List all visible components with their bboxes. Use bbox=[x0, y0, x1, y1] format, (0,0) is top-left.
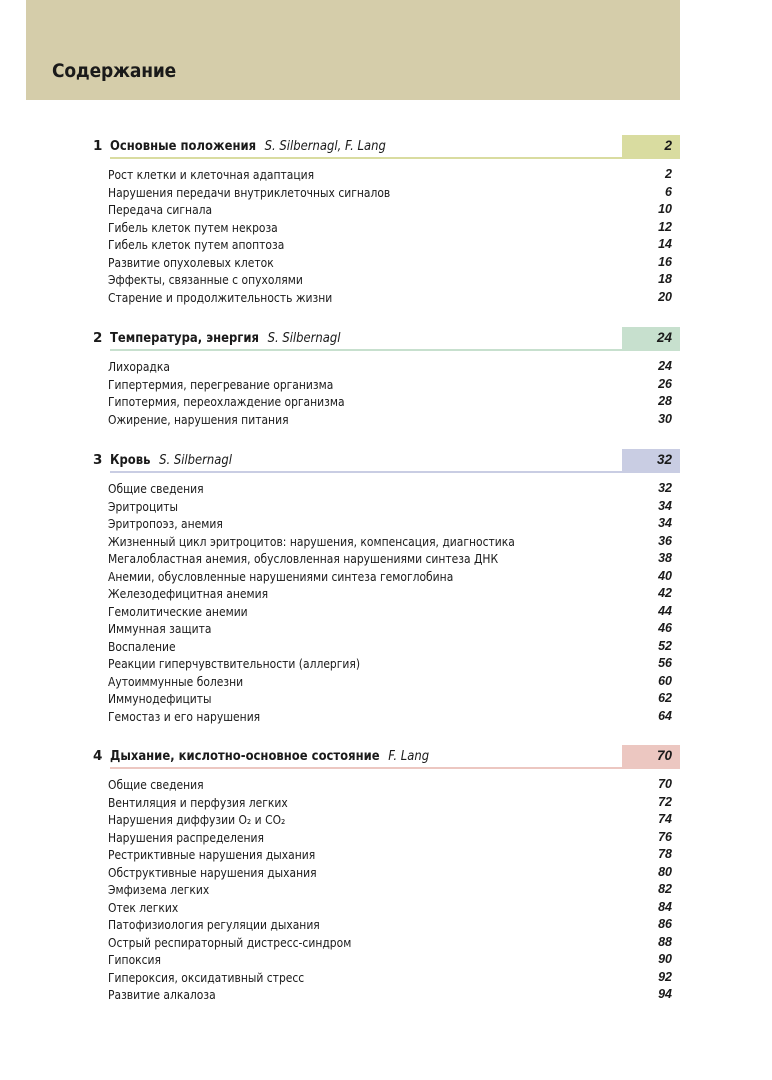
toc-entry[interactable] bbox=[0, 777, 772, 795]
entry-title: Рестриктивные нарушения дыхания bbox=[108, 847, 316, 862]
chapter-authors: S. Silbernagl bbox=[267, 330, 341, 346]
entry-page: 34 bbox=[658, 498, 672, 513]
entry-page: 34 bbox=[658, 516, 672, 530]
chapter-3 bbox=[0, 449, 772, 724]
chapter-page: 2 bbox=[664, 138, 672, 153]
chapter-heading[interactable] bbox=[0, 135, 772, 159]
entry-title: Мегалобластная анемия, обусловленная нарушениями синтеза ДНК bbox=[108, 551, 499, 566]
toc-entry[interactable] bbox=[0, 621, 772, 639]
toc-entry[interactable] bbox=[0, 900, 772, 918]
chapter-page: 70 bbox=[656, 748, 672, 763]
entry-page: 38 bbox=[658, 551, 672, 565]
chapter-authors: F. Lang bbox=[388, 748, 430, 764]
toc-entry[interactable] bbox=[0, 604, 772, 622]
chapter-page: 24 bbox=[656, 330, 672, 345]
entry-page: 90 bbox=[658, 952, 672, 966]
chapter-heading[interactable] bbox=[0, 327, 772, 351]
page-title: Содержание bbox=[52, 60, 177, 82]
entry-title: Иммунная защита bbox=[108, 621, 212, 636]
chapter-title: Основные положения S. Silbernagl, F. Lang bbox=[110, 138, 386, 154]
toc-entry[interactable] bbox=[0, 202, 772, 220]
entry-page: 64 bbox=[658, 708, 672, 723]
entry-title: Острый респираторный дистресс-синдром bbox=[108, 934, 352, 950]
entry-page: 92 bbox=[658, 969, 672, 984]
entry-page: 60 bbox=[658, 673, 672, 688]
entry-page: 74 bbox=[658, 812, 672, 826]
entry-page: 82 bbox=[658, 882, 672, 896]
entry-page: 56 bbox=[658, 656, 672, 670]
chapter-number: 4 bbox=[93, 748, 103, 764]
entry-title: Гипероксия, оксидативный стресс bbox=[108, 969, 305, 985]
entry-title: Жизненный цикл эритроцитов: нарушения, компенсация, диагностика bbox=[108, 533, 515, 549]
toc-entry[interactable] bbox=[0, 167, 772, 185]
toc-entry[interactable] bbox=[0, 935, 772, 953]
toc-entry[interactable] bbox=[0, 272, 772, 290]
entry-title: Передача сигнала bbox=[108, 202, 213, 217]
entry-title: Эритропоэз, анемия bbox=[108, 516, 223, 531]
toc-entry[interactable] bbox=[0, 674, 772, 692]
entry-title: Гемолитические анемии bbox=[108, 603, 248, 619]
entry-title: Гипотермия, переохлаждение организма bbox=[108, 394, 345, 409]
entry-title: Старение и продолжительность жизни bbox=[108, 289, 333, 305]
entry-page: 18 bbox=[658, 272, 672, 286]
entry-title: Реакции гиперчувствительности (аллергия) bbox=[108, 656, 361, 671]
entry-title: Гибель клеток путем апоптоза bbox=[108, 237, 285, 252]
chapter-authors: S. Silbernagl, F. Lang bbox=[264, 138, 386, 154]
chapter-page-box bbox=[622, 745, 680, 769]
chapter-title: Кровь S. Silbernagl bbox=[110, 452, 232, 468]
entry-page: 88 bbox=[658, 934, 672, 949]
chapter-page: 32 bbox=[656, 452, 672, 467]
entry-title: Ожирение, нарушения питания bbox=[108, 411, 289, 427]
entry-page: 20 bbox=[658, 289, 672, 304]
entry-page: 86 bbox=[658, 917, 672, 931]
toc-entry[interactable] bbox=[0, 481, 772, 499]
entry-page: 6 bbox=[665, 184, 672, 199]
toc-entry[interactable] bbox=[0, 185, 772, 203]
entry-title: Железодефицитная анемия bbox=[108, 586, 269, 601]
entry-title: Лихорадка bbox=[108, 359, 170, 374]
entry-title: Анемии, обусловленные нарушениями синтеза гемоглобина bbox=[108, 568, 454, 584]
entry-page: 36 bbox=[658, 533, 672, 548]
entry-title: Гипоксия bbox=[108, 952, 162, 967]
entry-page: 10 bbox=[658, 202, 672, 216]
toc-entry[interactable] bbox=[0, 551, 772, 569]
entry-title: Развитие алкалоза bbox=[108, 987, 216, 1002]
chapter-heading[interactable] bbox=[0, 745, 772, 769]
entry-title: Нарушения диффузии O₂ и CO₂ bbox=[108, 812, 286, 827]
chapter-number: 3 bbox=[93, 452, 103, 468]
entry-title: Эффекты, связанные с опухолями bbox=[108, 272, 303, 287]
entry-title: Вентиляция и перфузия легких bbox=[108, 794, 288, 810]
toc-entry[interactable] bbox=[0, 917, 772, 935]
entry-title: Нарушения распределения bbox=[108, 829, 265, 845]
entry-page: 24 bbox=[658, 359, 672, 373]
toc-entry[interactable] bbox=[0, 586, 772, 604]
entry-title: Эритроциты bbox=[108, 498, 179, 514]
toc-entry[interactable] bbox=[0, 882, 772, 900]
entry-page: 44 bbox=[658, 603, 672, 618]
entry-page: 40 bbox=[658, 568, 672, 583]
chapter-rule bbox=[110, 767, 622, 769]
entry-page: 16 bbox=[658, 254, 672, 269]
entry-title: Обструктивные нарушения дыхания bbox=[108, 864, 317, 880]
chapter-1 bbox=[0, 135, 772, 305]
chapter-rule bbox=[110, 349, 622, 351]
toc-entry[interactable] bbox=[0, 970, 772, 988]
chapter-entries bbox=[0, 167, 772, 307]
entry-page: 72 bbox=[658, 794, 672, 809]
chapter-2 bbox=[0, 327, 772, 427]
entry-title: Развитие опухолевых клеток bbox=[108, 254, 274, 270]
entry-page: 2 bbox=[665, 167, 672, 181]
entry-title: Воспаление bbox=[108, 638, 176, 654]
entry-title: Гибель клеток путем некроза bbox=[108, 219, 278, 235]
entry-page: 42 bbox=[658, 586, 672, 600]
chapter-4 bbox=[0, 745, 772, 1002]
chapter-page-box bbox=[622, 135, 680, 159]
entry-title: Гемостаз и его нарушения bbox=[108, 708, 261, 724]
toc-entry[interactable] bbox=[0, 639, 772, 657]
header-band bbox=[26, 0, 680, 100]
toc-entry[interactable] bbox=[0, 952, 772, 970]
toc-entry[interactable] bbox=[0, 847, 772, 865]
toc-entry[interactable] bbox=[0, 865, 772, 883]
entry-page: 26 bbox=[658, 376, 672, 391]
chapter-entries bbox=[0, 359, 772, 429]
toc-entry[interactable] bbox=[0, 516, 772, 534]
toc-entry[interactable] bbox=[0, 534, 772, 552]
entry-title: Рост клетки и клеточная адаптация bbox=[108, 167, 315, 182]
entry-page: 30 bbox=[658, 411, 672, 426]
entry-title: Аутоиммунные болезни bbox=[108, 673, 244, 689]
toc-entry[interactable] bbox=[0, 656, 772, 674]
chapter-title: Дыхание, кислотно-основное состояние F. Lang bbox=[110, 748, 430, 764]
chapter-number: 1 bbox=[93, 138, 103, 154]
toc-entry[interactable] bbox=[0, 377, 772, 395]
entry-title: Иммунодефициты bbox=[108, 691, 212, 706]
toc-entry[interactable] bbox=[0, 290, 772, 308]
chapter-authors: S. Silbernagl bbox=[159, 452, 232, 468]
entry-page: 32 bbox=[658, 481, 672, 495]
toc-entry[interactable] bbox=[0, 830, 772, 848]
chapter-heading[interactable] bbox=[0, 449, 772, 473]
entry-title: Отек легких bbox=[108, 899, 179, 915]
toc-entry[interactable] bbox=[0, 499, 772, 517]
entry-page: 62 bbox=[658, 691, 672, 705]
entry-page: 14 bbox=[658, 237, 672, 251]
entry-page: 80 bbox=[658, 864, 672, 879]
chapter-rule bbox=[110, 471, 622, 473]
entry-title: Эмфизема легких bbox=[108, 882, 210, 897]
toc-entry[interactable] bbox=[0, 709, 772, 727]
entry-page: 76 bbox=[658, 829, 672, 844]
entry-title: Нарушения передачи внутриклеточных сигналов bbox=[108, 184, 391, 200]
chapter-entries bbox=[0, 777, 772, 1005]
toc-entry[interactable] bbox=[0, 255, 772, 273]
chapter-rule bbox=[110, 157, 622, 159]
chapter-number: 2 bbox=[93, 330, 103, 346]
toc-entry[interactable] bbox=[0, 394, 772, 412]
toc-entry[interactable] bbox=[0, 691, 772, 709]
entry-title: Патофизиология регуляции дыхания bbox=[108, 917, 320, 932]
entry-page: 52 bbox=[658, 638, 672, 653]
chapter-page-box bbox=[622, 327, 680, 351]
entry-title: Общие сведения bbox=[108, 777, 204, 792]
toc-entry[interactable] bbox=[0, 812, 772, 830]
entry-page: 84 bbox=[658, 899, 672, 914]
chapter-title: Температура, энергия S. Silbernagl bbox=[110, 330, 341, 346]
chapter-page-box bbox=[622, 449, 680, 473]
toc-entry[interactable] bbox=[0, 220, 772, 238]
toc-entry[interactable] bbox=[0, 237, 772, 255]
entry-title: Гипертермия, перегревание организма bbox=[108, 376, 334, 392]
entry-page: 70 bbox=[658, 777, 672, 791]
entry-page: 12 bbox=[658, 219, 672, 234]
toc-entry[interactable] bbox=[0, 795, 772, 813]
toc-entry[interactable] bbox=[0, 987, 772, 1005]
toc-entry[interactable] bbox=[0, 569, 772, 587]
entry-page: 28 bbox=[658, 394, 672, 408]
entry-page: 46 bbox=[658, 621, 672, 635]
entry-title: Общие сведения bbox=[108, 481, 204, 496]
entry-page: 94 bbox=[658, 987, 672, 1001]
chapter-entries bbox=[0, 481, 772, 726]
toc-entry[interactable] bbox=[0, 412, 772, 430]
entry-page: 78 bbox=[658, 847, 672, 861]
toc-entry[interactable] bbox=[0, 359, 772, 377]
